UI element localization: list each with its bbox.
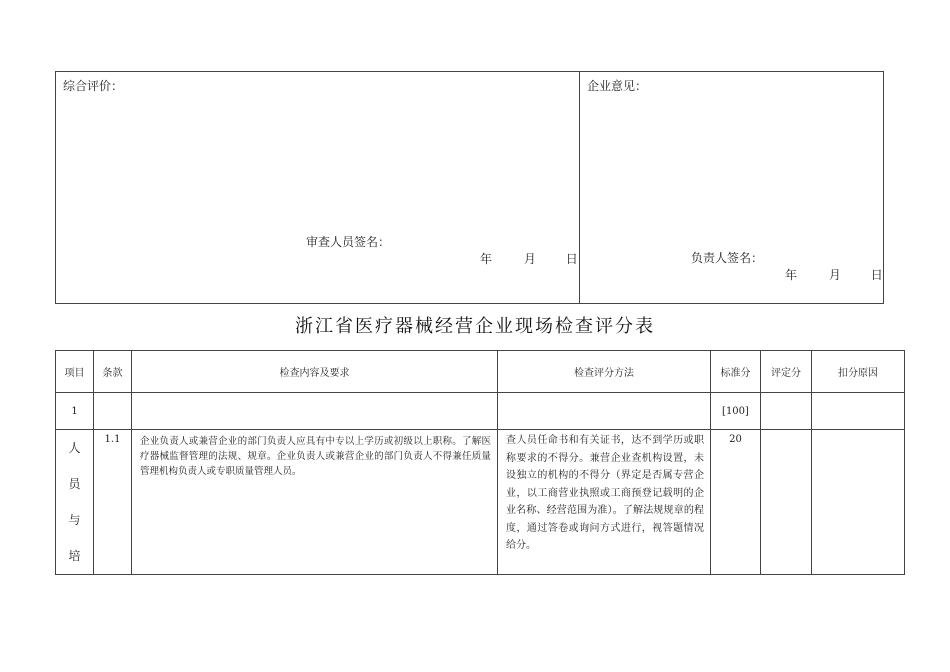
cell-content	[132, 393, 498, 430]
date-day: 日	[565, 252, 578, 266]
header-content: 检查内容及要求	[132, 351, 498, 393]
score-table	[55, 350, 905, 575]
company-opinion-label: 企业意见：	[587, 79, 648, 93]
table-row	[56, 430, 905, 575]
summary-box	[55, 71, 884, 304]
cell-method	[498, 393, 711, 430]
header-assessed-score: 评定分	[761, 351, 812, 393]
responsible-signature-label: 负责人签名：	[691, 251, 764, 265]
header-clause: 条款	[94, 351, 132, 393]
date-month: 月	[523, 252, 536, 266]
header-standard-score: 标准分	[711, 351, 761, 393]
cell-reason	[812, 393, 905, 430]
header-deduction-reason: 扣分原因	[812, 351, 905, 393]
table-row	[56, 393, 905, 430]
cell-item: 1	[56, 393, 94, 430]
responsible-date	[785, 266, 883, 283]
cell-standard: 20	[711, 430, 761, 575]
date-month: 月	[828, 268, 841, 282]
date-year: 年	[785, 268, 798, 282]
cell-assessed	[761, 393, 812, 430]
header-item: 项目	[56, 351, 94, 393]
cell-item-vertical: 人 员 与 培	[56, 430, 94, 575]
date-day: 日	[870, 268, 883, 282]
cell-method: 查人员任命书和有关证书，达不到学历或职称要求的不得分。兼营企业查机构设置，未设独立的机构的不得分（界定是否属专营企业，以工商营业执照或工商预登记载明的企业名称、经营范围为准）。了解法规规章的程度，通过答卷或询问方式进行，视答题情况给分。	[498, 430, 711, 575]
reviewer-signature-label: 审查人员签名：	[306, 235, 391, 249]
date-year: 年	[480, 252, 493, 266]
overall-evaluation-label: 综合评价：	[63, 79, 124, 93]
summary-divider	[579, 72, 580, 303]
table-header-row	[56, 351, 905, 393]
cell-clause: 1.1	[94, 430, 132, 575]
cell-clause	[94, 393, 132, 430]
cell-assessed	[761, 430, 812, 575]
cell-reason	[812, 430, 905, 575]
page-title: 浙江省医疗器械经营企业现场检查评分表	[295, 316, 655, 337]
cell-content: 企业负责人或兼营企业的部门负责人应具有中专以上学历或初级以上职称。了解医疗器械监督管理的法规、规章。企业负责人或兼营企业的部门负责人不得兼任质量管理机构负责人或专职质量管理人员。	[132, 430, 498, 575]
header-method: 检查评分方法	[498, 351, 711, 393]
reviewer-date	[480, 250, 578, 267]
cell-standard: [100]	[711, 393, 761, 430]
